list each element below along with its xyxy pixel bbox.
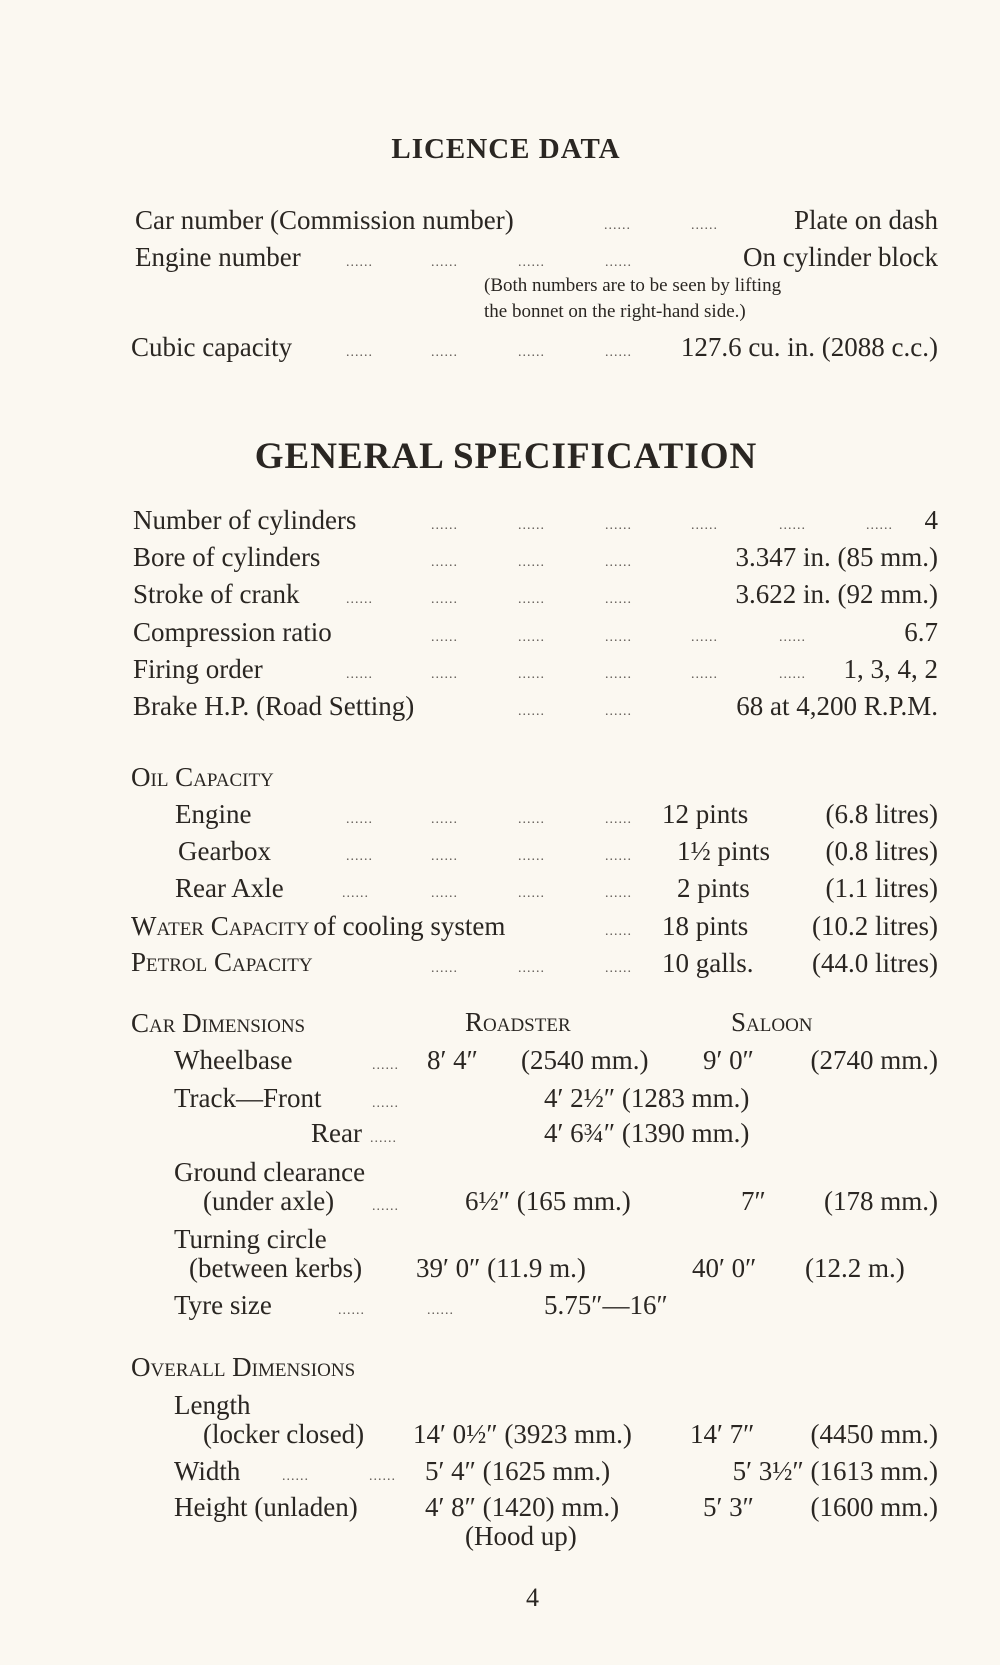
tyre-size-value: 5.75″—16″	[544, 1290, 668, 1320]
petrol-litres: (44.0 litres)	[812, 948, 938, 978]
leader-dots: ......	[605, 667, 632, 682]
leader-dots: ......	[369, 1469, 396, 1484]
track-rear-label: Rear	[311, 1118, 362, 1148]
leader-dots: ......	[779, 630, 806, 645]
cubic-capacity-value: 127.6 cu. in. (2088 c.c.)	[680, 332, 938, 362]
leader-dots: ......	[431, 555, 458, 570]
length-saloon: 14′ 7″	[690, 1419, 755, 1449]
ground-clearance-saloon-mm: (178 mm.)	[824, 1186, 938, 1216]
leader-dots: ......	[605, 849, 632, 864]
oil-gearbox-litres: (0.8 litres)	[825, 836, 938, 866]
leader-dots: ......	[431, 630, 458, 645]
height-saloon-mm: (1600 mm.)	[810, 1492, 938, 1522]
leader-dots: ......	[518, 704, 545, 719]
spec-value: 3.622 in. (92 mm.)	[735, 579, 938, 609]
wheelbase-roadster: 8′ 4″	[427, 1045, 478, 1075]
ground-clearance-label: Ground clearance	[174, 1157, 366, 1187]
leader-dots: ......	[518, 592, 545, 607]
spec-value: 3.347 in. (85 mm.)	[735, 542, 938, 572]
leader-dots: ......	[342, 886, 369, 901]
wheelbase-saloon: 9′ 0″	[703, 1045, 754, 1075]
leader-dots: ......	[346, 345, 373, 360]
car-number-label: Car number (Commission number)	[135, 205, 514, 235]
oil-engine-pints: 12 pints	[662, 799, 749, 829]
turning-circle-label: Turning circle	[174, 1224, 327, 1254]
water-capacity-row	[131, 910, 505, 942]
oil-engine-label: Engine	[175, 799, 252, 829]
location-note-line1: (Both numbers are to be seen by lifting	[484, 275, 782, 296]
leader-dots: ......	[427, 1303, 454, 1318]
spec-label: Number of cylinders	[133, 505, 357, 535]
car-dimensions-heading: Car Dimensions	[131, 1008, 306, 1038]
length-saloon-mm: (4450 mm.)	[810, 1419, 938, 1449]
leader-dots: ......	[431, 961, 458, 976]
leader-dots: ......	[431, 518, 458, 533]
leader-dots: ......	[346, 849, 373, 864]
spec-label: Compression ratio	[133, 617, 332, 647]
wheelbase-label: Wheelbase	[174, 1045, 293, 1075]
oil-engine-litres: (6.8 litres)	[825, 799, 938, 829]
leader-dots: ......	[372, 1096, 399, 1111]
engine-number-value: On cylinder block	[743, 242, 938, 272]
leader-dots: ......	[605, 345, 632, 360]
leader-dots: ......	[282, 1469, 309, 1484]
oil-gearbox-label: Gearbox	[178, 836, 271, 866]
leader-dots: ......	[691, 218, 718, 233]
leader-dots: ......	[605, 961, 632, 976]
length-label: Length	[174, 1390, 251, 1420]
spec-value: 1, 3, 4, 2	[843, 654, 938, 684]
location-note-line2: the bonnet on the right-hand side.)	[484, 301, 746, 322]
licence-data-heading: LICENCE DATA	[391, 133, 621, 165]
leader-dots: ......	[518, 255, 545, 270]
leader-dots: ......	[518, 630, 545, 645]
leader-dots: ......	[372, 1058, 399, 1073]
leader-dots: ......	[779, 667, 806, 682]
water-capacity-suffix: of cooling system	[313, 911, 506, 941]
width-saloon: 5′ 3½″ (1613 mm.)	[732, 1456, 938, 1486]
turning-circle-saloon-m: (12.2 m.)	[805, 1253, 905, 1283]
width-label: Width	[174, 1456, 241, 1486]
leader-dots: ......	[346, 812, 373, 827]
leader-dots: ......	[372, 1199, 399, 1214]
height-roadster: 4′ 8″ (1420) mm.)	[425, 1492, 620, 1522]
leader-dots: ......	[605, 704, 632, 719]
height-saloon: 5′ 3″	[703, 1492, 754, 1522]
ground-clearance-roadster: 6½″ (165 mm.)	[465, 1186, 631, 1216]
page-number: 4	[526, 1583, 539, 1612]
leader-dots: ......	[605, 255, 632, 270]
leader-dots: ......	[866, 518, 893, 533]
spec-value: 4	[924, 505, 938, 535]
leader-dots: ......	[338, 1303, 365, 1318]
water-capacity-heading: Water Capacity	[131, 911, 310, 941]
turning-circle-sublabel: (between kerbs)	[189, 1253, 363, 1283]
car-number-value: Plate on dash	[794, 205, 938, 235]
spec-label: Brake H.P. (Road Setting)	[133, 691, 415, 721]
leader-dots: ......	[605, 886, 632, 901]
oil-rear-axle-pints: 2 pints	[677, 873, 750, 903]
water-pints: 18 pints	[662, 911, 749, 941]
leader-dots: ......	[518, 886, 545, 901]
petrol-capacity-heading: Petrol Capacity	[131, 947, 313, 977]
wheelbase-roadster-mm: (2540 mm.)	[521, 1045, 649, 1075]
leader-dots: ......	[605, 592, 632, 607]
length-roadster: 14′ 0½″ (3923 mm.)	[413, 1419, 632, 1449]
general-specification-heading: GENERAL SPECIFICATION	[254, 436, 758, 477]
leader-dots: ......	[605, 555, 632, 570]
leader-dots: ......	[431, 667, 458, 682]
spec-value: 6.7	[904, 617, 938, 647]
leader-dots: ......	[605, 924, 632, 939]
leader-dots: ......	[346, 667, 373, 682]
ground-clearance-sublabel: (under axle)	[203, 1186, 335, 1216]
leader-dots: ......	[518, 555, 545, 570]
oil-gearbox-pints: 1½ pints	[677, 836, 771, 866]
column-saloon: Saloon	[731, 1007, 813, 1037]
oil-rear-axle-litres: (1.1 litres)	[825, 873, 938, 903]
column-roadster: Roadster	[465, 1007, 571, 1037]
leader-dots: ......	[605, 518, 632, 533]
spec-label: Bore of cylinders	[133, 542, 321, 572]
leader-dots: ......	[346, 255, 373, 270]
water-litres: (10.2 litres)	[812, 911, 938, 941]
turning-circle-saloon: 40′ 0″	[692, 1253, 757, 1283]
wheelbase-saloon-mm: (2740 mm.)	[810, 1045, 938, 1075]
length-sublabel: (locker closed)	[203, 1419, 365, 1449]
leader-dots: ......	[518, 667, 545, 682]
leader-dots: ......	[518, 812, 545, 827]
width-roadster: 5′ 4″ (1625 mm.)	[425, 1456, 611, 1486]
turning-circle-roadster: 39′ 0″ (11.9 m.)	[416, 1253, 586, 1283]
petrol-galls: 10 galls.	[662, 948, 754, 978]
spec-label: Firing order	[133, 654, 263, 684]
leader-dots: ......	[431, 886, 458, 901]
leader-dots: ......	[431, 592, 458, 607]
height-label: Height (unladen)	[174, 1492, 358, 1522]
tyre-size-label: Tyre size	[174, 1290, 272, 1320]
spec-label: Stroke of crank	[133, 579, 300, 609]
leader-dots: ......	[691, 667, 718, 682]
track-front-value: 4′ 2½″ (1283 mm.)	[544, 1083, 750, 1113]
spec-value: 68 at 4,200 R.P.M.	[736, 691, 938, 721]
cubic-capacity-label: Cubic capacity	[131, 332, 293, 362]
leader-dots: ......	[691, 630, 718, 645]
leader-dots: ......	[779, 518, 806, 533]
leader-dots: ......	[518, 518, 545, 533]
leader-dots: ......	[370, 1131, 397, 1146]
track-rear-value: 4′ 6¾″ (1390 mm.)	[544, 1118, 750, 1148]
engine-number-label: Engine number	[135, 242, 301, 272]
oil-rear-axle-label: Rear Axle	[175, 873, 284, 903]
leader-dots: ......	[518, 849, 545, 864]
leader-dots: ......	[431, 255, 458, 270]
track-front-label: Track—Front	[174, 1083, 322, 1113]
ground-clearance-saloon: 7″	[741, 1186, 766, 1216]
leader-dots: ......	[691, 518, 718, 533]
leader-dots: ......	[605, 630, 632, 645]
leader-dots: ......	[431, 849, 458, 864]
leader-dots: ......	[346, 592, 373, 607]
leader-dots: ......	[518, 345, 545, 360]
leader-dots: ......	[605, 812, 632, 827]
leader-dots: ......	[518, 961, 545, 976]
overall-dimensions-heading: Overall Dimensions	[131, 1352, 356, 1382]
leader-dots: ......	[604, 218, 631, 233]
leader-dots: ......	[431, 345, 458, 360]
leader-dots: ......	[431, 812, 458, 827]
hood-up-note: (Hood up)	[465, 1521, 577, 1551]
oil-capacity-heading: Oil Capacity	[131, 762, 274, 792]
